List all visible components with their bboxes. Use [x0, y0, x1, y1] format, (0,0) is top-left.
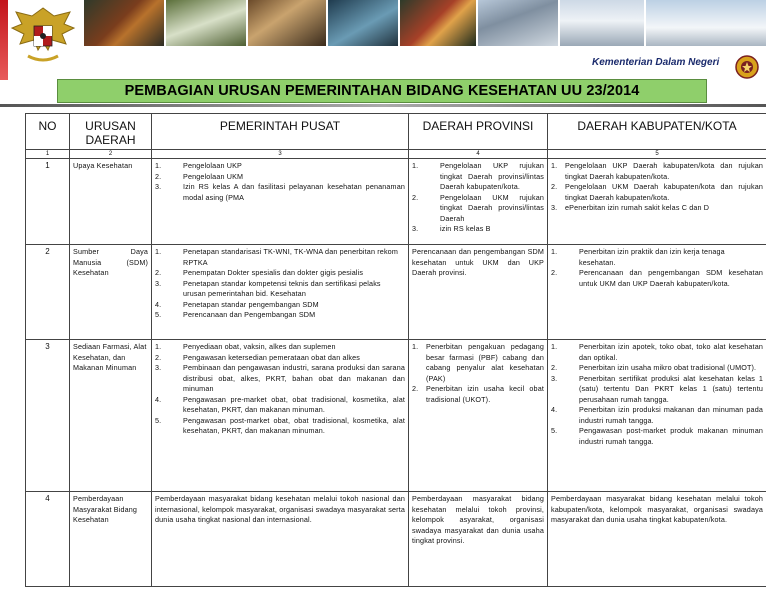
- row-provinsi: [409, 340, 548, 492]
- table-header-row: [26, 114, 766, 150]
- photo-strip-image: [646, 0, 766, 46]
- row-pusat: [152, 340, 409, 492]
- list-item: 5. Pengawasan post-market obat, obat tradisional, kosmetika, alat kesehatan, PKRT, dan makanan minuman.: [155, 415, 405, 435]
- table-row: [26, 340, 766, 492]
- list-item: 2. Pengelolaan UKM Daerah kabupaten/kota dan rujukan tingkat Daerah kabupaten/kota.: [551, 182, 763, 202]
- row-number: 3: [26, 340, 70, 492]
- row-kabkota: Pemberdayaan masyarakat bidang kesehatan melalui tokoh kabupaten/kota, kelompok masyarakat, organisasi swadaya masyarakat dan dunia usaha tingkat kabupaten/kota.: [548, 492, 766, 587]
- list-item: 3. Penetapan standar kompetensi teknis dan sertifikasi pelaks urusan pemerintahan bid. Kesehatan: [155, 278, 381, 298]
- list-item: 3. Penerbitan sertifikat produksi alat kesehatan kelas 1 (satu) tertentu Dan PKRT kelas 1 (satu) tertentu perusahaan rumah tangga.: [551, 373, 763, 404]
- row-number: 2: [26, 245, 70, 340]
- row-urusan: Sumber Daya Manusia (SDM) Kesehatan: [70, 245, 152, 340]
- page-title: PEMBAGIAN URUSAN PEMERINTAHAN BIDANG KESEHATAN UU 23/2014: [124, 83, 640, 99]
- header-kabkota: DAERAH KABUPATEN/KOTA: [548, 114, 766, 150]
- list-item: 2. Penempatan Dokter spesialis dan dokter gigis pesialis: [155, 268, 364, 277]
- row-provinsi: Pemberdayaan masyarakat bidang kesehatan melalui tokoh provinsi, kelompok asyarakat, organisasi swadaya masyarakat dan dunia usaha tingkat provinsi.: [409, 492, 548, 587]
- list-item: 5. Perencanaan dan Pengembangan SDM: [155, 310, 316, 319]
- row-number: 4: [26, 492, 70, 587]
- row-pusat: Pemberdayaan masyarakat bidang kesehatan melalui tokoh nasional dan internasional, kelompok masyarakat, organisasi swadaya masyarakat serta dunia usaha tingkat nasional dan internasional.: [152, 492, 409, 587]
- col-number: 1: [26, 150, 70, 159]
- photo-strip-image: [84, 0, 164, 46]
- ministry-logo-icon: [735, 55, 759, 79]
- header-provinsi: DAERAH PROVINSI: [409, 114, 548, 150]
- col-number: 5: [548, 150, 766, 159]
- row-urusan: Sediaan Farmasi, Alat Kesehatan, dan Makanan Minuman: [70, 340, 152, 492]
- list-item: 1. Pengelolaan UKP Daerah kabupaten/kota dan rujukan tingkat Daerah kabupaten/kota.: [551, 161, 763, 181]
- row-provinsi: [409, 159, 548, 245]
- garuda-emblem-icon: [10, 2, 76, 72]
- list-item: 1. Penyediaan obat, vaksin, alkes dan suplemen: [155, 342, 336, 351]
- row-number: 1: [26, 159, 70, 245]
- list-item: 3. ePenerbitan izin rumah sakit kelas C dan D: [551, 203, 710, 212]
- row-kabkota: [548, 340, 766, 492]
- list-item: 1. Pengelolaan UKP: [155, 161, 242, 170]
- row-pusat: [152, 245, 409, 340]
- row-kabkota: [548, 159, 766, 245]
- col-number: 3: [152, 150, 409, 159]
- photo-strip-image: [400, 0, 476, 46]
- list-item: 5. Pengawasan post-market produk makanan minuman industri rumah tangga.: [551, 426, 763, 446]
- list-item: 2. Pengelolaan UKM: [155, 171, 244, 181]
- header-urusan: URUSAN DAERAH: [70, 114, 152, 150]
- list-item: 2. Pengelolaan UKM rujukan tingkat Daerah provinsi/lintas Daerah: [412, 192, 544, 223]
- row-provinsi: Perencanaan dan pengembangan SDM kesehatan untuk UKM dan UKP Daerah provinsi.: [409, 245, 548, 340]
- urusan-table: [25, 113, 766, 587]
- divider: [0, 104, 766, 107]
- col-number: 2: [70, 150, 152, 159]
- list-item: 2. Perencanaan dan pengembangan SDM kesehatan untuk UKM dan UKP Daerah kabupaten/kota.: [551, 268, 763, 288]
- table-row: [26, 245, 766, 340]
- list-item: 2. Pengawasan ketersedian pemerataan obat dan alkes: [155, 352, 361, 362]
- list-item: 2. Penerbitan izin usaha mikro obat tradisional (UMOT).: [551, 363, 757, 372]
- page-title-box: [57, 79, 707, 103]
- header-no: NO: [26, 114, 70, 150]
- column-number-row: [26, 150, 766, 159]
- list-item: 1. Penerbitan izin apotek, toko obat, toko alat kesehatan dan optikal.: [551, 342, 763, 362]
- list-item: 4. Pengawasan pre-market obat, obat tradisional, kosmetika, alat kesehatan, PKRT, dan makanan minuman.: [155, 394, 405, 414]
- photo-strip-image: [166, 0, 246, 46]
- col-number: 4: [409, 150, 548, 159]
- table-row: [26, 492, 766, 587]
- row-urusan: Pemberdayaan Masyarakat Bidang Kesehatan: [70, 492, 152, 587]
- photo-strip-image: [248, 0, 326, 46]
- list-item: 3. Izin RS kelas A dan fasilitasi pelayanan kesehatan penanaman modal asing (PMA: [155, 182, 405, 202]
- list-item: 3. Pembinaan dan pengawasan industri, sarana produksi dan sarana distribusi obat, alkes, PKRT, bahan obat dan makanan dan minuman: [155, 363, 405, 393]
- list-item: 1. Penerbitan pengakuan pedagang besar farmasi (PBF) cabang dan cabang penyalur alat kesehatan (PAK): [412, 342, 544, 383]
- list-item: 4. Penetapan standar pengembangan SDM: [155, 299, 319, 309]
- photo-strip-image: [328, 0, 398, 46]
- list-item: 3. izin RS kelas B: [412, 224, 491, 233]
- header-banner: [0, 0, 766, 80]
- row-urusan: Upaya Kesehatan: [70, 159, 152, 245]
- photo-strip-image: [560, 0, 644, 46]
- list-item: 1. Pengelolaan UKP rujukan tingkat Daerah provinsi/lintas Daerah kabupaten/kota.: [412, 161, 544, 191]
- row-pusat: [152, 159, 409, 245]
- list-item: 2. Penerbitan izin usaha kecil obat tradisional (UKOT).: [412, 384, 544, 404]
- table-row: [26, 159, 766, 245]
- list-item: 1. Penetapan standarisasi TK-WNI, TK-WNA dan penerbitan rekom RPTKA: [155, 247, 398, 267]
- list-item: 1. Penerbitan izin praktik dan izin kerja tenaga kesehatan.: [551, 247, 725, 267]
- row-kabkota: [548, 245, 766, 340]
- ministry-name: Kementerian Dalam Negeri: [592, 57, 720, 68]
- list-item: 4. Penerbitan izin produksi makanan dan minuman pada industri rumah tangga.: [551, 405, 763, 425]
- red-accent-strip: [0, 0, 8, 80]
- photo-strip-image: [478, 0, 558, 46]
- header-pusat: PEMERINTAH PUSAT: [152, 114, 409, 150]
